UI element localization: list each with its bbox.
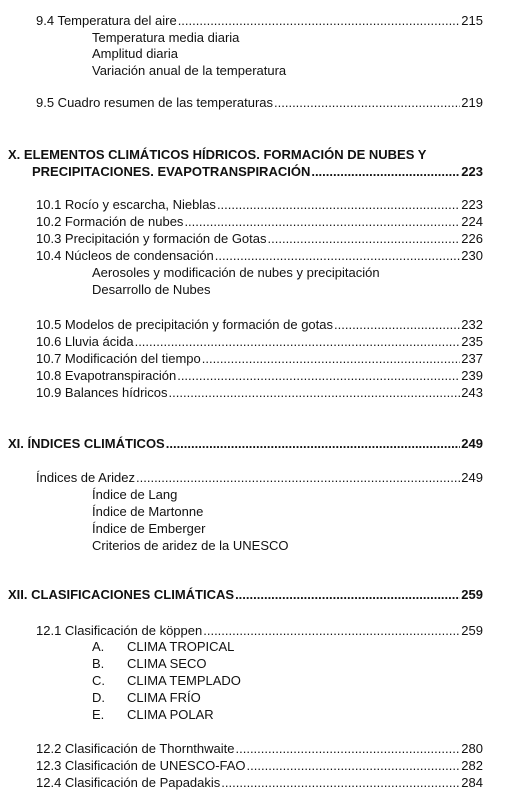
toc-page-number: 280 [461, 741, 483, 756]
toc-entry-label: 12.1 Clasificación de köppen [36, 623, 203, 638]
toc-entry-label: 10.6 Lluvia ácida [36, 334, 134, 349]
clima-letter: D. [92, 690, 105, 705]
clima-name: CLIMA TEMPLADO [127, 673, 241, 688]
chapter-title-xi: XI. ÍNDICES CLIMÁTICOS [8, 436, 165, 451]
clima-letter: A. [92, 639, 105, 654]
toc-entry-10-5[interactable] [36, 316, 483, 333]
chapter-title-x-line2: PRECIPITACIONES. EVAPOTRANSPIRACIÓN [32, 164, 311, 179]
toc-page-number: 259 [461, 623, 483, 638]
chapter-title-x-line1: X. ELEMENTOS CLIMÁTICOS HÍDRICOS. FORMACIÓN DE NUBES Y [8, 147, 427, 162]
toc-leader-dots [166, 435, 461, 452]
toc-page-number: 224 [461, 214, 483, 229]
toc-entry-12-3[interactable] [36, 757, 483, 774]
clima-letter: C. [92, 673, 105, 688]
toc-page-number: 249 [461, 470, 483, 485]
toc-entry-label: Índices de Aridez [36, 470, 136, 485]
toc-entry-12-2[interactable] [36, 740, 483, 757]
toc-leader-dots [135, 333, 461, 350]
toc-page-number: 249 [461, 436, 483, 451]
toc-leader-dots [334, 316, 460, 333]
toc-subitem: Aerosoles y modificación de nubes y precipitación [92, 265, 380, 280]
toc-page-number: 215 [461, 13, 483, 28]
toc-entry-12-1[interactable] [36, 622, 483, 639]
toc-entry-aridez[interactable] [36, 469, 483, 486]
toc-entry-label: 10.8 Evapotranspiración [36, 368, 177, 383]
chapter-entry-xi[interactable] [8, 435, 483, 452]
toc-page-number: 223 [461, 164, 483, 179]
toc-leader-dots [235, 586, 460, 603]
toc-entry-label: 9.5 Cuadro resumen de las temperaturas [36, 95, 274, 110]
toc-leader-dots [236, 740, 461, 757]
toc-leader-dots [169, 384, 461, 401]
toc-entry-10-1[interactable] [36, 196, 483, 213]
toc-leader-dots [136, 469, 460, 486]
toc-leader-dots [217, 196, 460, 213]
toc-entry-label: 9.4 Temperatura del aire [36, 13, 177, 28]
toc-entry-10-4[interactable] [36, 247, 483, 264]
clima-letter: B. [92, 656, 105, 671]
toc-leader-dots [221, 774, 460, 791]
toc-page-number: 230 [461, 248, 483, 263]
clima-letter: E. [92, 707, 105, 722]
chapter-entry-x[interactable] [32, 163, 483, 180]
toc-leader-dots [311, 163, 460, 180]
toc-page-number: 243 [461, 385, 483, 400]
toc-entry-label: 10.1 Rocío y escarcha, Nieblas [36, 197, 216, 212]
toc-entry-10-7[interactable] [36, 350, 483, 367]
toc-entry-10-3[interactable] [36, 230, 483, 247]
toc-subitem: Índice de Lang [92, 487, 178, 502]
toc-page-number: 259 [461, 587, 483, 602]
toc-page-number: 235 [461, 334, 483, 349]
toc-leader-dots [203, 622, 460, 639]
toc-subitem: Índice de Martonne [92, 504, 204, 519]
toc-entry-label: 12.3 Clasificación de UNESCO-FAO [36, 758, 246, 773]
chapter-title-xii: XII. CLASIFICACIONES CLIMÁTICAS [8, 587, 235, 602]
clima-name: CLIMA POLAR [127, 707, 214, 722]
toc-subitem: Amplitud diaria [92, 46, 178, 61]
toc-entry-10-6[interactable] [36, 333, 483, 350]
toc-leader-dots [215, 247, 461, 264]
toc-entry-label: 10.4 Núcleos de condensación [36, 248, 214, 263]
toc-subitem: Desarrollo de Nubes [92, 282, 211, 297]
clima-name: CLIMA SECO [127, 656, 207, 671]
toc-entry-12-4[interactable] [36, 774, 483, 791]
toc-entry-label: 10.2 Formación de nubes [36, 214, 184, 229]
toc-entry-9-4[interactable] [36, 12, 483, 29]
toc-page-number: 232 [461, 317, 483, 332]
toc-page-number: 237 [461, 351, 483, 366]
toc-page-number: 284 [461, 775, 483, 790]
toc-entry-label: 10.7 Modificación del tiempo [36, 351, 201, 366]
chapter-entry-xii[interactable] [8, 586, 483, 603]
toc-entry-10-9[interactable] [36, 384, 483, 401]
toc-page-number: 282 [461, 758, 483, 773]
toc-subitem: Variación anual de la temperatura [92, 63, 287, 78]
clima-name: CLIMA TROPICAL [127, 639, 235, 654]
toc-leader-dots [274, 94, 460, 111]
toc-entry-label: 12.4 Clasificación de Papadakis [36, 775, 221, 790]
toc-leader-dots [184, 213, 460, 230]
toc-leader-dots [268, 230, 461, 247]
toc-leader-dots [178, 12, 461, 29]
toc-entry-10-2[interactable] [36, 213, 483, 230]
toc-subitem: Criterios de aridez de la UNESCO [92, 538, 289, 553]
toc-entry-label: 10.9 Balances hídricos [36, 385, 168, 400]
toc-page-number: 239 [461, 368, 483, 383]
toc-entry-10-8[interactable] [36, 367, 483, 384]
clima-name: CLIMA FRÍO [127, 690, 201, 705]
toc-page-number: 223 [461, 197, 483, 212]
toc-entry-9-5[interactable] [36, 94, 483, 111]
toc-entry-label: 12.2 Clasificación de Thornthwaite [36, 741, 235, 756]
toc-leader-dots [202, 350, 461, 367]
toc-page-number: 219 [461, 95, 483, 110]
toc-subitem: Temperatura media diaria [92, 30, 240, 45]
toc-subitem: Índice de Emberger [92, 521, 206, 536]
toc-page-number: 226 [461, 231, 483, 246]
toc-entry-label: 10.3 Precipitación y formación de Gotas [36, 231, 267, 246]
toc-leader-dots [177, 367, 460, 384]
toc-entry-label: 10.5 Modelos de precipitación y formación de gotas [36, 317, 334, 332]
toc-leader-dots [247, 757, 461, 774]
